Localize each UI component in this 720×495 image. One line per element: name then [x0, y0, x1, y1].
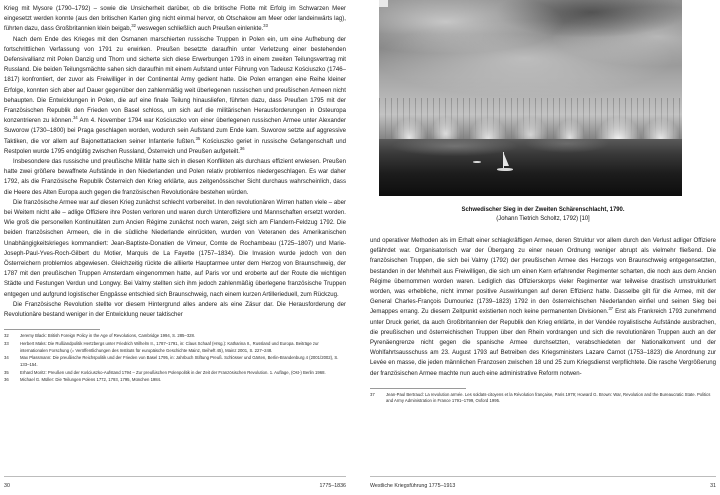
footnote-number: 37: [370, 391, 375, 397]
running-head-right: Westliche Kriegsführung 1775–1913: [370, 483, 456, 489]
footnote-item: [4, 341, 346, 354]
image-boat-mast: [503, 152, 504, 168]
paragraph-text-cont: Erst als Frankreich 1793 zunehmend unter Druck geriet, da auch Großbritannien der Republik den Krieg erklärte, in der Vendée royalistische Aufstände ausbrachen, die preußischen und österreichischen Truppen über den Rhein vordrangen und sich die revolutionären Truppen auch an der Pyrenäengrenze nicht gegen die spanische Armee durchsetzten, verabschiedeten der Nationalkonvent und der Wohlfahrtsausschuss am 23. August 1793 auf Betreiben des Kriegsministers Lazare Carnot (1753–1823) die Anordnung zur Levée en masse, die jeden männlichen Franzosen zwischen 18 und 25 zum Kriegsdienst verpflichtete. Die rasche Vergrößerung der französischen Armee machte nun auch eine administrative Reform notwen-: [370, 309, 716, 377]
footnote-item: [370, 392, 716, 405]
footnote-separator-rule: [4, 329, 100, 330]
footnote-item: [4, 377, 346, 384]
paragraph-text-cont2: Kościuszko geriet in russische Gefangenschaft und Restpolen wurde 1795 endgültig zwischen Russland, Österreich und Preußen aufgeteilt.: [4, 138, 346, 155]
footnote-marker-35[interactable]: 35: [195, 135, 201, 141]
footnote-text: Herbert Maks: Die Rußlandpolitik Hertzbergs unter Friedrich Wilhelm II., 1787–1791, in: Claus Schaaf (Hrsg.): Katharina II., Russland und Europa. Beiträge zur internationalen Forschung (= Veröffentlichungen des Instituts für europäische Geschichte Mainz, Beiheft 45), Mainz 2001, S. 227–248.: [20, 341, 319, 353]
figure-caption: [370, 206, 716, 224]
footer-rule-right: [370, 476, 716, 477]
figure-image-naval-battle: [379, 0, 682, 196]
footnote-text: Erhard Moritz: Preußen und der Kościuszko-Aufstand 1794 – Zur preußischen Polenpolitik in der Zeit der Französischen Revolution. 1. Auflage, (Ost-) Berlin 1968.: [20, 369, 326, 375]
footnote-marker-37[interactable]: 37: [608, 306, 614, 312]
image-boat-small: [473, 161, 481, 163]
footnote-text: Michael G. Müller: Die Teilungen Polens 1772, 1793, 1795, München 1984.: [20, 377, 162, 383]
page-number-left: 30: [4, 483, 10, 489]
footnote-marker-34[interactable]: 34: [73, 115, 78, 121]
footnote-marker-36[interactable]: 36: [239, 145, 245, 151]
footnote-number: 33: [4, 341, 9, 347]
page-number-right: 31: [710, 483, 716, 489]
footnote-item: [4, 355, 346, 368]
paragraph-polen: [4, 35, 346, 157]
paragraph-text-cont: Am 4. November 1794 war Kościuszko von einer überlegenen russischen Armee unter Alexander Suworow (1730–1800) bei Praga geschlagen worden, wodurch sein Aufstand zum Ende kam. Suworow setzte auf aggressive Taktiken, die vor allem auf Bajonettattacken seiner Infanterie fußten.: [4, 118, 346, 145]
paragraph-text: Krieg mit Mysore (1790–1792) – sowie die Unsicherheit darüber, ob die britische Flotte mit Erfolg im Schwarzen Meer eingesetzt werden konnte (aus den britischen Karten ging nicht einmal hervor, ob Otschakow am Meer oder landeinwärts lag), führten dazu, dass Großbritannien klein beigab,: [4, 6, 346, 33]
footnote-marker-33[interactable]: 33: [263, 23, 268, 29]
paragraph-franzoesische-armee: Die französische Armee war auf diesen Krieg zunächst schlecht vorbereitet. In den revolutionären Wirren hatten viele – aber bei Weitem nicht alle – adlige Offiziere ihre Posten verloren und waren durch Unteroffiziere und Mannschaften ersetzt worden. Wie groß die personellen Kontinuitäten zum Ancien Régime zunächst noch waren, zeigt sich am Flandern-Feldzug 1792. Die beiden französischen Armeen, die in die südliche Niederlande einrückten, wurden von Veteranen des Amerikanischen Unabhängigkeitskrieges kommandiert: Jean-Baptiste-Donatien de Vimeur, Comte de Rochambeau (1725–1807) und Marie-Joseph-Paul-Yves-Roch-Gilbert du Motier, Marquis de La Fayette (1757–1834). Die Invasion wurde jedoch von den Österreichern problemlos abgewiesen. Gleichzeitig rückte die alliierte Hauptarmee unter dem Herzog von Braunschweig, der 1787 mit den preußischen Truppen Amsterdam eingenommen hatte, auf Paris vor und eroberte auf der Route die wichtigen Städte und Festungen Verdun und Longwy. Bei Valmy stellten sich ihm jedoch zahlenmäßig überlegene französische Truppen entgegen und aufgrund logistischer Engpässe entschied sich Braunschweig, nach einem kurzen Artillerieduell, zum Rückzug.: [4, 199, 346, 298]
footnote-number: 34: [4, 355, 9, 361]
footnote-separator-rule: [370, 388, 466, 389]
running-head-left: 1775–1836: [319, 483, 346, 489]
paragraph-mysore: [4, 4, 346, 35]
footnote-text: Jeremy Black: British Foreign Policy in the Age of Revolutions, Cambridge 1994, S. 285–328.: [20, 333, 196, 339]
footnote-text: Max Plassmann: Die preußische Reichspolitik und der Frieden von Basel 1795, in: Jahrbuch Stiftung Preuß. Schlösser und Gärten, Berlin-Brandenburg 4 (2001/2002), S. 133–154.: [20, 355, 339, 367]
paragraph-revolution: Die Französische Revolution stellte vor diesem Hintergrund alles andere als eine Zäsur dar. Die Herausforderung der Revolutionäre bestand weniger in der Entwicklung neuer taktischer: [4, 301, 346, 319]
right-page: [360, 0, 720, 495]
footer-left: [4, 483, 346, 489]
footer-rule-left: [4, 476, 346, 477]
image-sea-glint-layer: [379, 139, 682, 163]
paragraph-methoden: [370, 236, 716, 379]
footnote-marker-32[interactable]: 32: [131, 23, 136, 29]
footnote-number: 32: [4, 333, 9, 339]
footnote-text: Jean-Paul Bertraud: La revolution armée. Les soldats-citoyens et la Révolution française, Paris 1979; Howard G. Brown: War, Revolution and the Bureaucratic State. Politics and Army Administration in France 1791–1799, Oxford 1995.: [386, 391, 711, 404]
paragraph-text-cont: weswegen schließlich auch Preußen einlenkte.: [135, 26, 264, 33]
image-boat-foreground: [497, 168, 513, 171]
footnote-number: 36: [4, 377, 9, 383]
footer-right: [370, 483, 716, 489]
image-corner-notch: [379, 0, 388, 7]
footnotes-left: [4, 329, 346, 384]
figure-caption-title: Schwedischer Sieg in der Zweiten Schärenschlacht, 1790.: [461, 207, 625, 213]
paragraph-militaer: Insbesondere das russische und preußische Militär hatte sich in diesen Konflikten als durchaus effizient erwiesen. Preußen hatte zwei größere bewaffnete Aufstände in den Niederlanden und Polen relativ problemlos niedergeschlagen. Es war daher 1792, als die Französische Republik Österreich den Krieg erklärte, aus zeitgenössischer Sicht durchaus wahrscheinlich, dass die Heere des Alten Europa auch gegen die französischen Revolutionäre bestehen würden.: [4, 159, 346, 196]
footnote-item: [4, 333, 346, 340]
figure-caption-credit: (Johann Tietrich Scholtz, 1792) [10]: [496, 216, 590, 222]
footnote-item: [4, 370, 346, 377]
figure-schaerenschlacht: [370, 0, 716, 224]
paragraph-text: Nach dem Ende des Krieges mit den Osmanen marschierten russische Truppen in Polen ein, um eine Aufhebung der fortschrittlichen Verfassung von 1791 zu erwirken. Preußen besetzte daraufhin unter Verletzung einer bestehenden Defensivallianz mit Polen Danzig und Thorn und sicherte sich diese Erwerbungen 1793 in einem zweiten Teilungsvertrag mit Russland. Die beiden Teilungsmächte sahen sich daraufhin mit einem Aufstand unter Führung von Tadeusz Kościuszko (1746–1817) konfrontiert, der zuvor als Freiwilliger in der Continental Army gedient hatte. Die Polen errangen eine Reihe kleiner Erfolge, konnten sich aber auf Dauer gegenüber den zahlenmäßig weit überlegenen russischen und preußischen Armeen nicht behaupten. Die Entwicklungen in Polen, die auf eine finale Teilung hinausliefen, führten dazu, dass Preußen 1795 mit der Französischen Republik den Frieden von Basel schloss, um sich auf die militärischen Herausforderungen in Osteuropa konzentrieren zu können.: [4, 36, 346, 125]
paragraph-text: und operativer Methoden als im Erhalt einer schlagkräftigen Armee, deren Struktur vor allem durch den Verlust adliger Offiziere gefährdet war. Organisatorisch war der Übergang zu einer neuen Ordnung weniger abrupt als vielmehr fließend. Die französischen Truppen, die sich bei Valmy (1792) der preußischen Armee des Herzogs von Braunschweig entgegensetzten, bestanden in der Mehrheit aus Freiwilligen, die sich um einen Kern erfahrender Regimenter scharten, die noch aus dem Ancien Régime übernommen worden waren. Lediglich das Offizierskorps vieler Regimenter war teilweise drastisch umstrukturiert worden, was erhebliche, nicht immer positive Auswirkungen auf deren Effizienz hatte. Dasselbe gilt für die Armee, mit der General Charles-François Dumouriez (1739–1823) 1792 in den österreichischen Niederlanden einfiel und seinen Sieg bei Jemappes errang. Zu diesem Zeitpunkt existierten noch keine permanenten Divisionen.: [370, 238, 716, 316]
footnote-number: 35: [4, 369, 9, 375]
footnotes-right: [370, 388, 716, 405]
